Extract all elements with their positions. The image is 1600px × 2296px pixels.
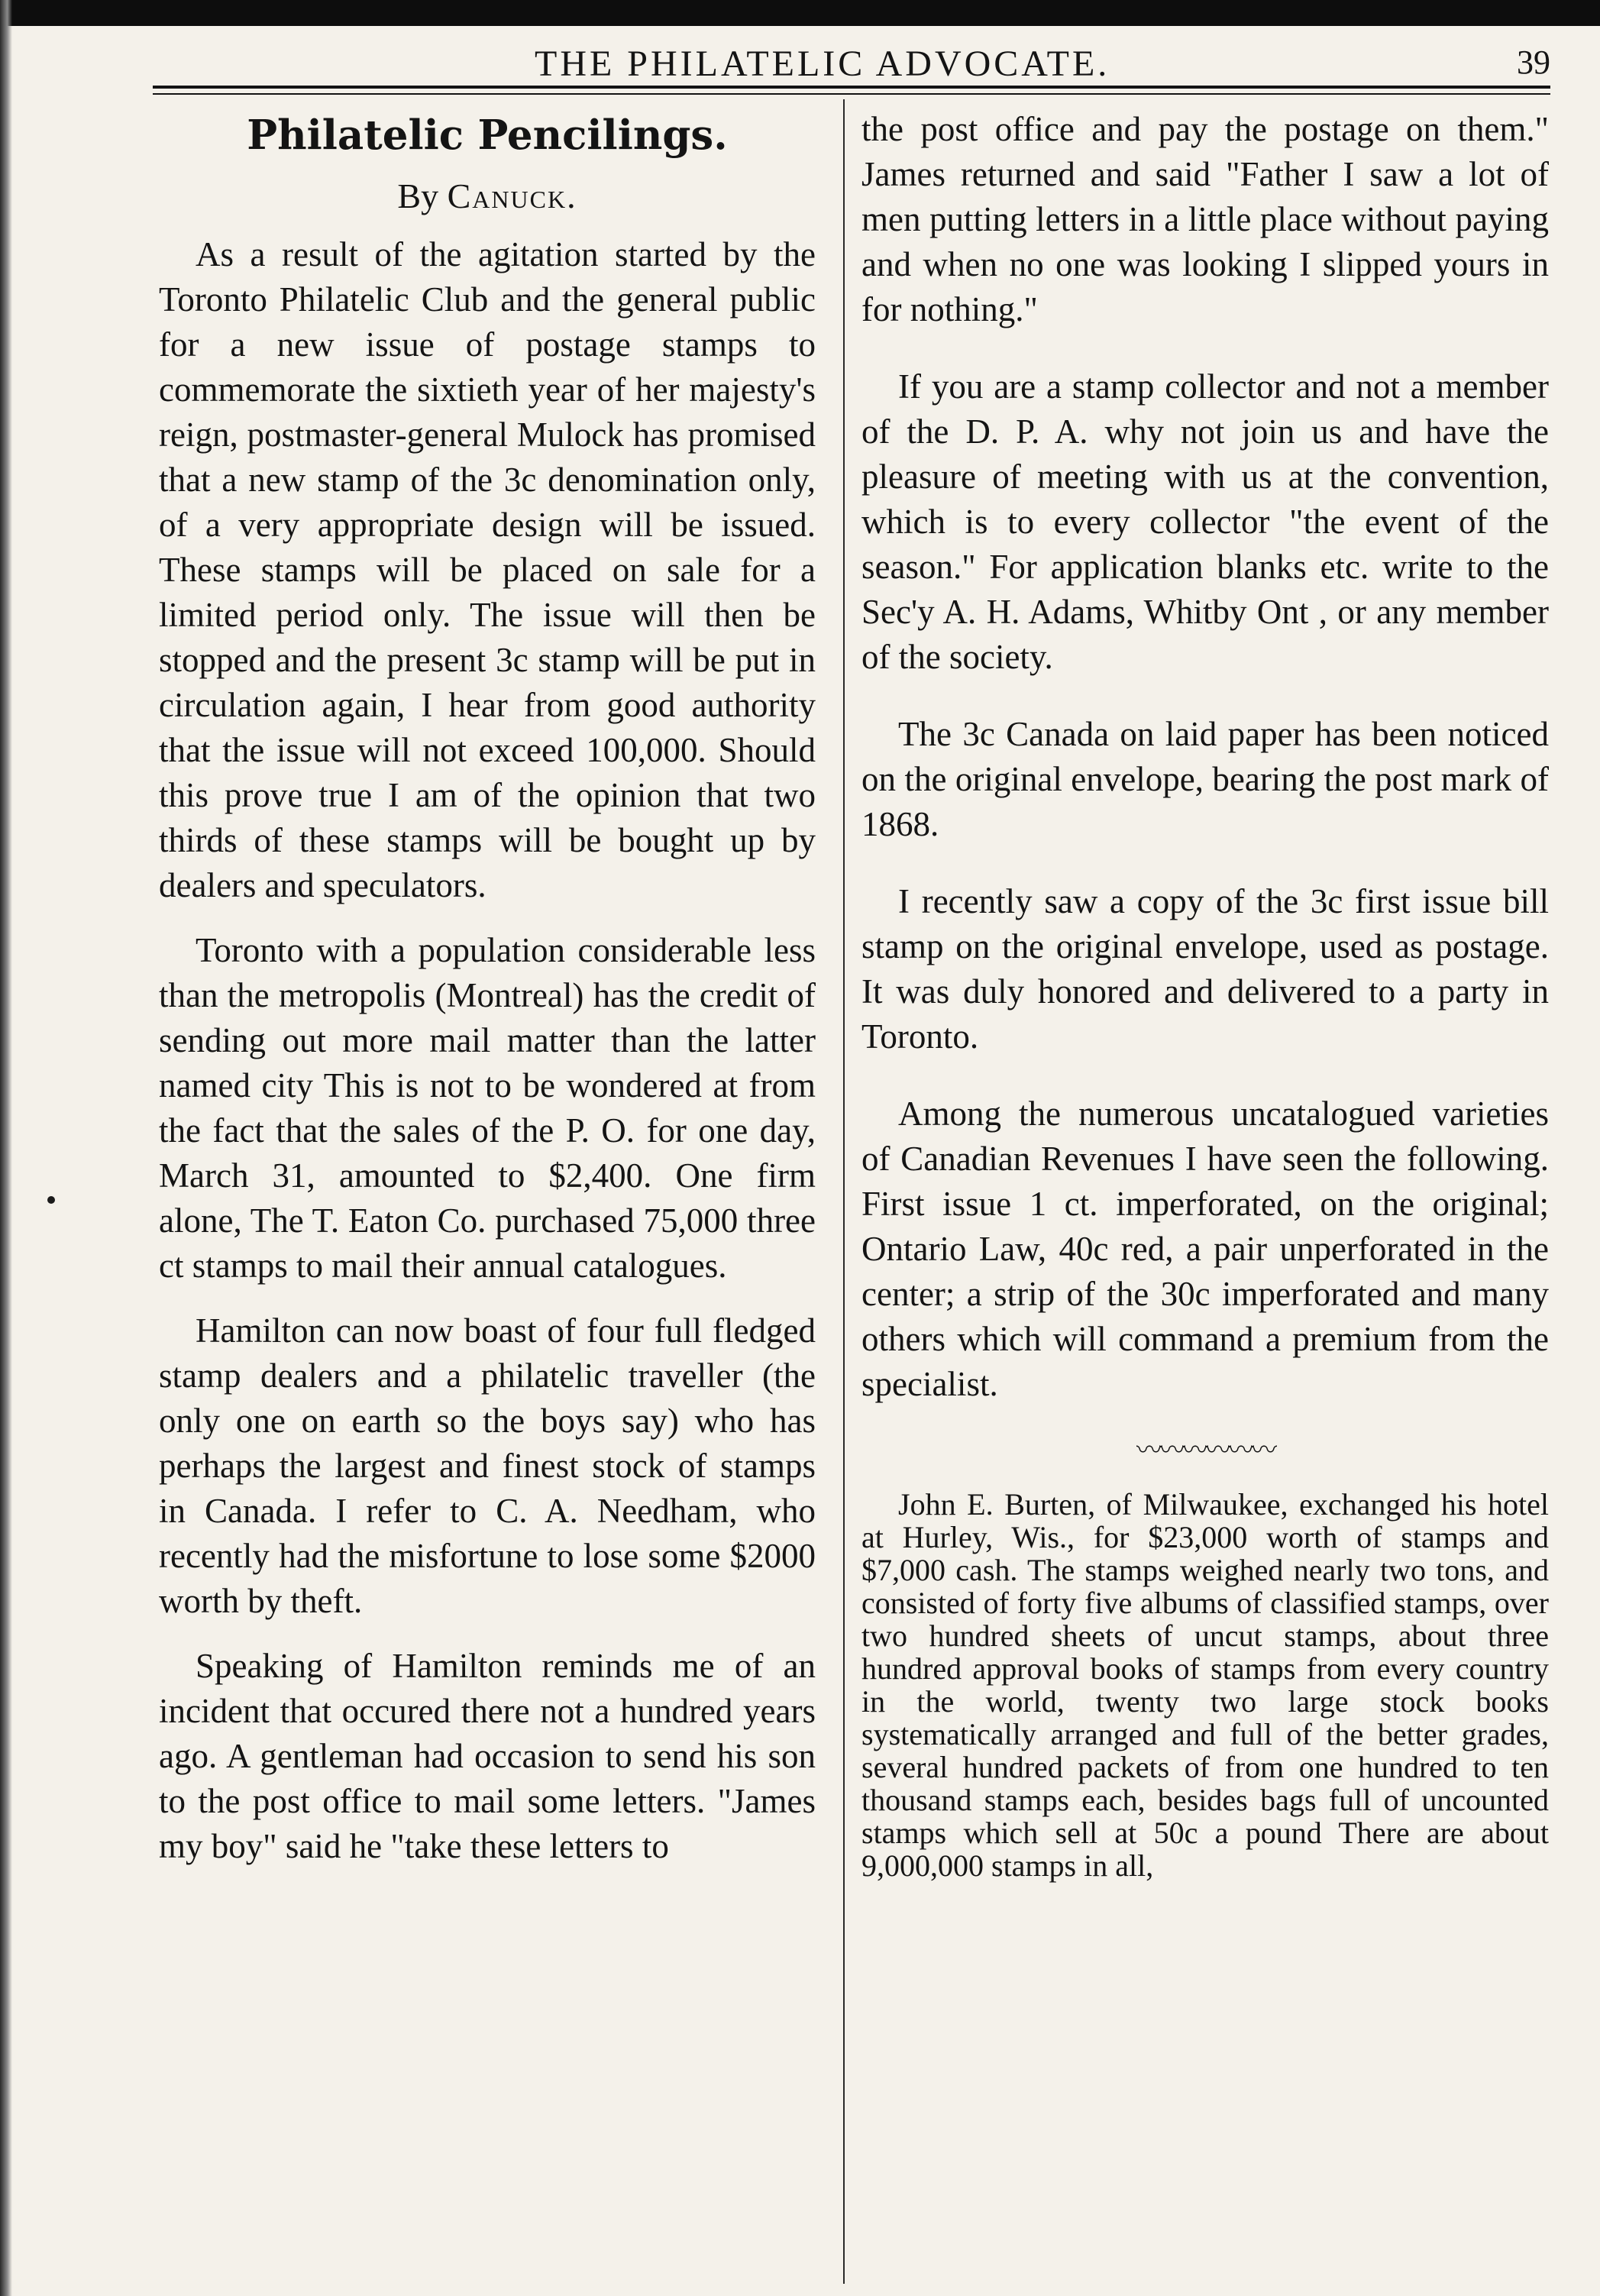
- paragraph-dpa-membership: If you are a stamp collector and not a member of the D. P. A. why not join us and have the pleasure of meeting with us at the convention, which is to every collector "the event of the season." For application blanks etc. write to the Sec'y A. H. Adams, Whitby Ont , or any member of the society.: [861, 367, 1549, 676]
- running-title: THE PHILATELIC ADVOCATE.: [535, 44, 1110, 84]
- byline-author: Canuck.: [447, 176, 577, 215]
- paragraph-laid-paper: The 3c Canada on laid paper has been noticed on the original envelope, bearing the post mark of 1868.: [861, 715, 1549, 843]
- section-ornament: 〰〰〰〰〰〰: [1136, 1435, 1274, 1466]
- paragraph-burten-exchange: John E. Burten, of Milwaukee, exchanged his hotel at Hurley, Wis., for $23,000 worth of stamps and $7,000 cash. The stamps weighed nearly two tons, and consisted of forty five albums of classified stamps, over two hundred sheets of uncut stamps, about three hundred approval books of stamps from every country in the world, twenty two large stock books systematically arranged and full of the better grades, several hundred packets of from one hundred to ten thousand stamps each, besides bags full of uncounted stamps which sell at 50c a pound There are about 9,000,000 stamps in all,: [861, 1487, 1549, 1883]
- byline: [159, 170, 816, 223]
- paragraph-stamp-issue: As a result of the agitation started by the Toronto Philatelic Club and the general public for a new issue of postage stamps to commemorate the sixtieth year of her majesty's reign, postmaster-general Mulock has promised that a new stamp of the 3c denomination only, of a very appropriate design will be issued. These stamps will be placed on sale for a limited period only. The issue will then be stopped and the present 3c stamp will be put in circulation again, I hear from good authority that the issue will not exceed 100,000. Should this prove true I am of the opinion that two thirds of these stamps will be bought up by dealers and speculators.: [159, 235, 816, 904]
- top-scan-border: [0, 0, 1600, 26]
- left-column: [159, 107, 816, 1889]
- right-column: [861, 107, 1549, 1882]
- header-rule-thick: [153, 86, 1550, 89]
- article-title: Philatelic Pencilings.: [247, 112, 728, 159]
- byline-prefix: By: [397, 176, 439, 215]
- header-rule-thin: [153, 93, 1550, 95]
- paragraph-toronto-mail: Toronto with a population considerable less than the metropolis (Montreal) has the credit of sending out more mail matter than the latter named city This is not to be wondered at from the fact that the sales of the P. O. for one day, March 31, amounted to $2,400. One firm alone, The T. Eaton Co. purchased 75,000 three ct stamps to mail their annual catalogues.: [159, 931, 816, 1285]
- running-head: [153, 38, 1550, 86]
- page-number: 39: [1517, 44, 1550, 81]
- margin-ink-mark: [47, 1196, 55, 1204]
- paragraph-hamilton-dealers: Hamilton can now boast of four full fledged stamp dealers and a philatelic traveller (the only one on earth so the boys say) who has perhaps the largest and finest stock of stamps in Canada. I refer to C. A. Needham, who recently had the misfortune to lose some $2000 worth by theft.: [159, 1311, 816, 1620]
- paragraph-anecdote-continued: the post office and pay the postage on them." James returned and said "Father I saw a lot of men putting letters in a little place without paying and when no one was looking I slipped yours in for nothing.": [861, 110, 1549, 328]
- paragraph-bill-stamp: I recently saw a copy of the 3c first issue bill stamp on the original envelope, used as postage. It was duly honored and delivered to a party in Toronto.: [861, 882, 1549, 1056]
- paragraph-hamilton-anecdote: Speaking of Hamilton reminds me of an incident that occured there not a hundred years ago. A gentleman had occasion to send his son to the post office to mail some letters. "James my boy" said he "take these letters to: [159, 1647, 816, 1865]
- page-binding-edge: [0, 0, 12, 2296]
- column-divider: [843, 99, 845, 2284]
- paragraph-revenues: Among the numerous uncatalogued varieties of Canadian Revenues I have seen the following. First issue 1 ct. imperforated, on the original; Ontario Law, 40c red, a pair unperforated in the center; a strip of the 30c imperforated and many others which will command a premium from the specialist.: [861, 1095, 1549, 1403]
